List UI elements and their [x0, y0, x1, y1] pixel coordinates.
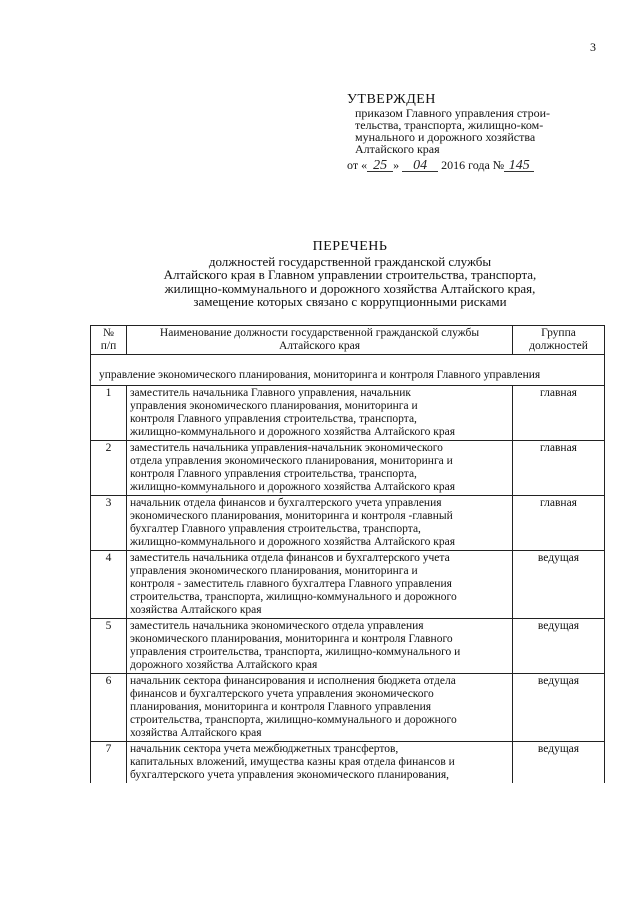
position-name [127, 619, 513, 674]
position-name-line: экономического планирования, мониторинга и контроля -главный [130, 510, 453, 522]
table-row [91, 742, 605, 784]
row-number: 1 [91, 386, 127, 441]
position-group: главная [513, 386, 605, 441]
position-name-line: жилищно-коммунального и дорожного хозяйства Алтайского края [130, 426, 456, 438]
page-number: 3 [590, 40, 596, 54]
approval-block [347, 92, 607, 172]
position-group: главная [513, 441, 605, 496]
position-name-line: планирования, мониторинга и контроля Главного управления [130, 701, 432, 713]
date-year: 2016 года № [441, 158, 505, 172]
position-name [127, 674, 513, 742]
table-row [91, 619, 605, 674]
position-name-line: жилищно-коммунального и дорожного хозяйства Алтайского края [130, 536, 456, 548]
position-name-line: начальник отдела финансов и бухгалтерского учета управления [130, 497, 442, 509]
position-name-line: строительства, транспорта, жилищно-коммунального и дорожного [130, 591, 457, 603]
position-name-line: экономического планирования, мониторинга и контроля Главного [130, 633, 453, 645]
position-name-line: начальник сектора финансирования и исполнения бюджета отдела [130, 675, 456, 687]
table-header-row [91, 326, 605, 355]
approval-line: мунального и дорожного хозяйства [355, 130, 536, 144]
position-name-line: бухгалтер Главного управления строительства, транспорта, [130, 523, 421, 535]
row-number: 4 [91, 551, 127, 619]
section-title: управление экономического планирования, мониторинга и контроля Главного управления [91, 367, 605, 386]
header-name-line: Алтайского края [278, 340, 361, 352]
document-title: ПЕРЕЧЕНЬ [312, 239, 388, 254]
approval-date-line [347, 159, 607, 172]
table-row [91, 674, 605, 742]
position-name-line: строительства, транспорта, жилищно-коммунального и дорожного [130, 714, 457, 726]
position-group: ведущая [513, 619, 605, 674]
position-name-line: заместитель начальника отдела финансов и бухгалтерского учета [130, 552, 450, 564]
position-name-line: бухгалтерского учета управления экономического планирования, [130, 769, 450, 781]
approval-body [347, 107, 607, 155]
approval-line: приказом Главного управления строи- [355, 106, 550, 120]
table-body [91, 355, 605, 784]
header-name [127, 326, 513, 355]
position-name [127, 441, 513, 496]
row-number: 6 [91, 674, 127, 742]
approval-title: УТВЕРЖДЕН [347, 92, 436, 107]
handwritten-month: 04 [402, 160, 438, 172]
handwritten-doc-number: 145 [504, 160, 534, 172]
section-row [91, 367, 605, 386]
header-name-line: Наименование должности государственной гражданской службы [159, 327, 480, 339]
heading-line: Алтайского края в Главном управлении строительства, транспорта, [163, 267, 537, 282]
position-name [127, 742, 513, 784]
position-name-line: начальник сектора учета межбюджетных трансфертов, [130, 743, 399, 755]
position-group: главная [513, 496, 605, 551]
position-group: ведущая [513, 742, 605, 784]
position-name-line: капитальных вложений, имущества казны края отдела финансов и [130, 756, 455, 768]
position-name-line: управления строительства, транспорта, жилищно-коммунального и [130, 646, 461, 658]
position-name-line: заместитель начальника экономического отдела управления [130, 620, 424, 632]
position-name [127, 496, 513, 551]
heading-line: жилищно-коммунального и дорожного хозяйства Алтайского края, [164, 280, 536, 296]
heading-line: замещение которых связано с коррупционными рисками [193, 294, 507, 309]
header-num-line: п/п [100, 340, 117, 352]
position-group: ведущая [513, 674, 605, 742]
table-row [91, 386, 605, 441]
position-name-line: хозяйства Алтайского края [130, 604, 262, 616]
position-name [127, 551, 513, 619]
table-row [91, 441, 605, 496]
position-name-line: заместитель начальника управления-начальник экономического [130, 442, 443, 454]
positions-table [90, 325, 605, 783]
row-number: 7 [91, 742, 127, 784]
row-number: 3 [91, 496, 127, 551]
header-num [91, 326, 127, 355]
position-name-line: отдела управления экономического планирования, мониторинга и [130, 455, 453, 467]
row-number: 2 [91, 441, 127, 496]
position-name-line: жилищно-коммунального и дорожного хозяйства Алтайского края [130, 481, 456, 493]
position-name-line: управления экономического планирования, мониторинга и [130, 400, 418, 412]
position-name-line: дорожного хозяйства Алтайского края [130, 659, 318, 671]
table-row [91, 496, 605, 551]
position-name-line: финансов и бухгалтерского учета управления экономического [130, 688, 434, 700]
position-name-line: контроля - заместитель главного бухгалтера Главного управления [130, 578, 452, 590]
date-prefix: от « [347, 158, 368, 172]
spacer-row [91, 355, 605, 368]
position-name-line: управления экономического планирования, мониторинга и [130, 565, 418, 577]
header-group-line: Группа [541, 327, 576, 339]
position-name-line: заместитель начальника Главного управления, начальник [130, 387, 411, 399]
table-row [91, 551, 605, 619]
handwritten-day: 25 [367, 160, 393, 172]
document-heading [100, 240, 600, 309]
date-mid: » [393, 158, 400, 172]
position-name-line: хозяйства Алтайского края [130, 727, 262, 739]
header-group-line: должностей [529, 340, 588, 352]
approval-line: тельства, транспорта, жилищно-ком- [355, 118, 544, 132]
position-name [127, 386, 513, 441]
position-name-line: контроля Главного управления строительства, транспорта, [130, 413, 417, 425]
header-num-line: № [103, 327, 114, 339]
position-group: ведущая [513, 551, 605, 619]
row-number: 5 [91, 619, 127, 674]
position-name-line: контроля Главного управления строительства, транспорта, [130, 468, 417, 480]
approval-line: Алтайского края [355, 142, 440, 156]
heading-line: должностей государственной гражданской службы [208, 253, 492, 269]
header-group [513, 326, 605, 355]
